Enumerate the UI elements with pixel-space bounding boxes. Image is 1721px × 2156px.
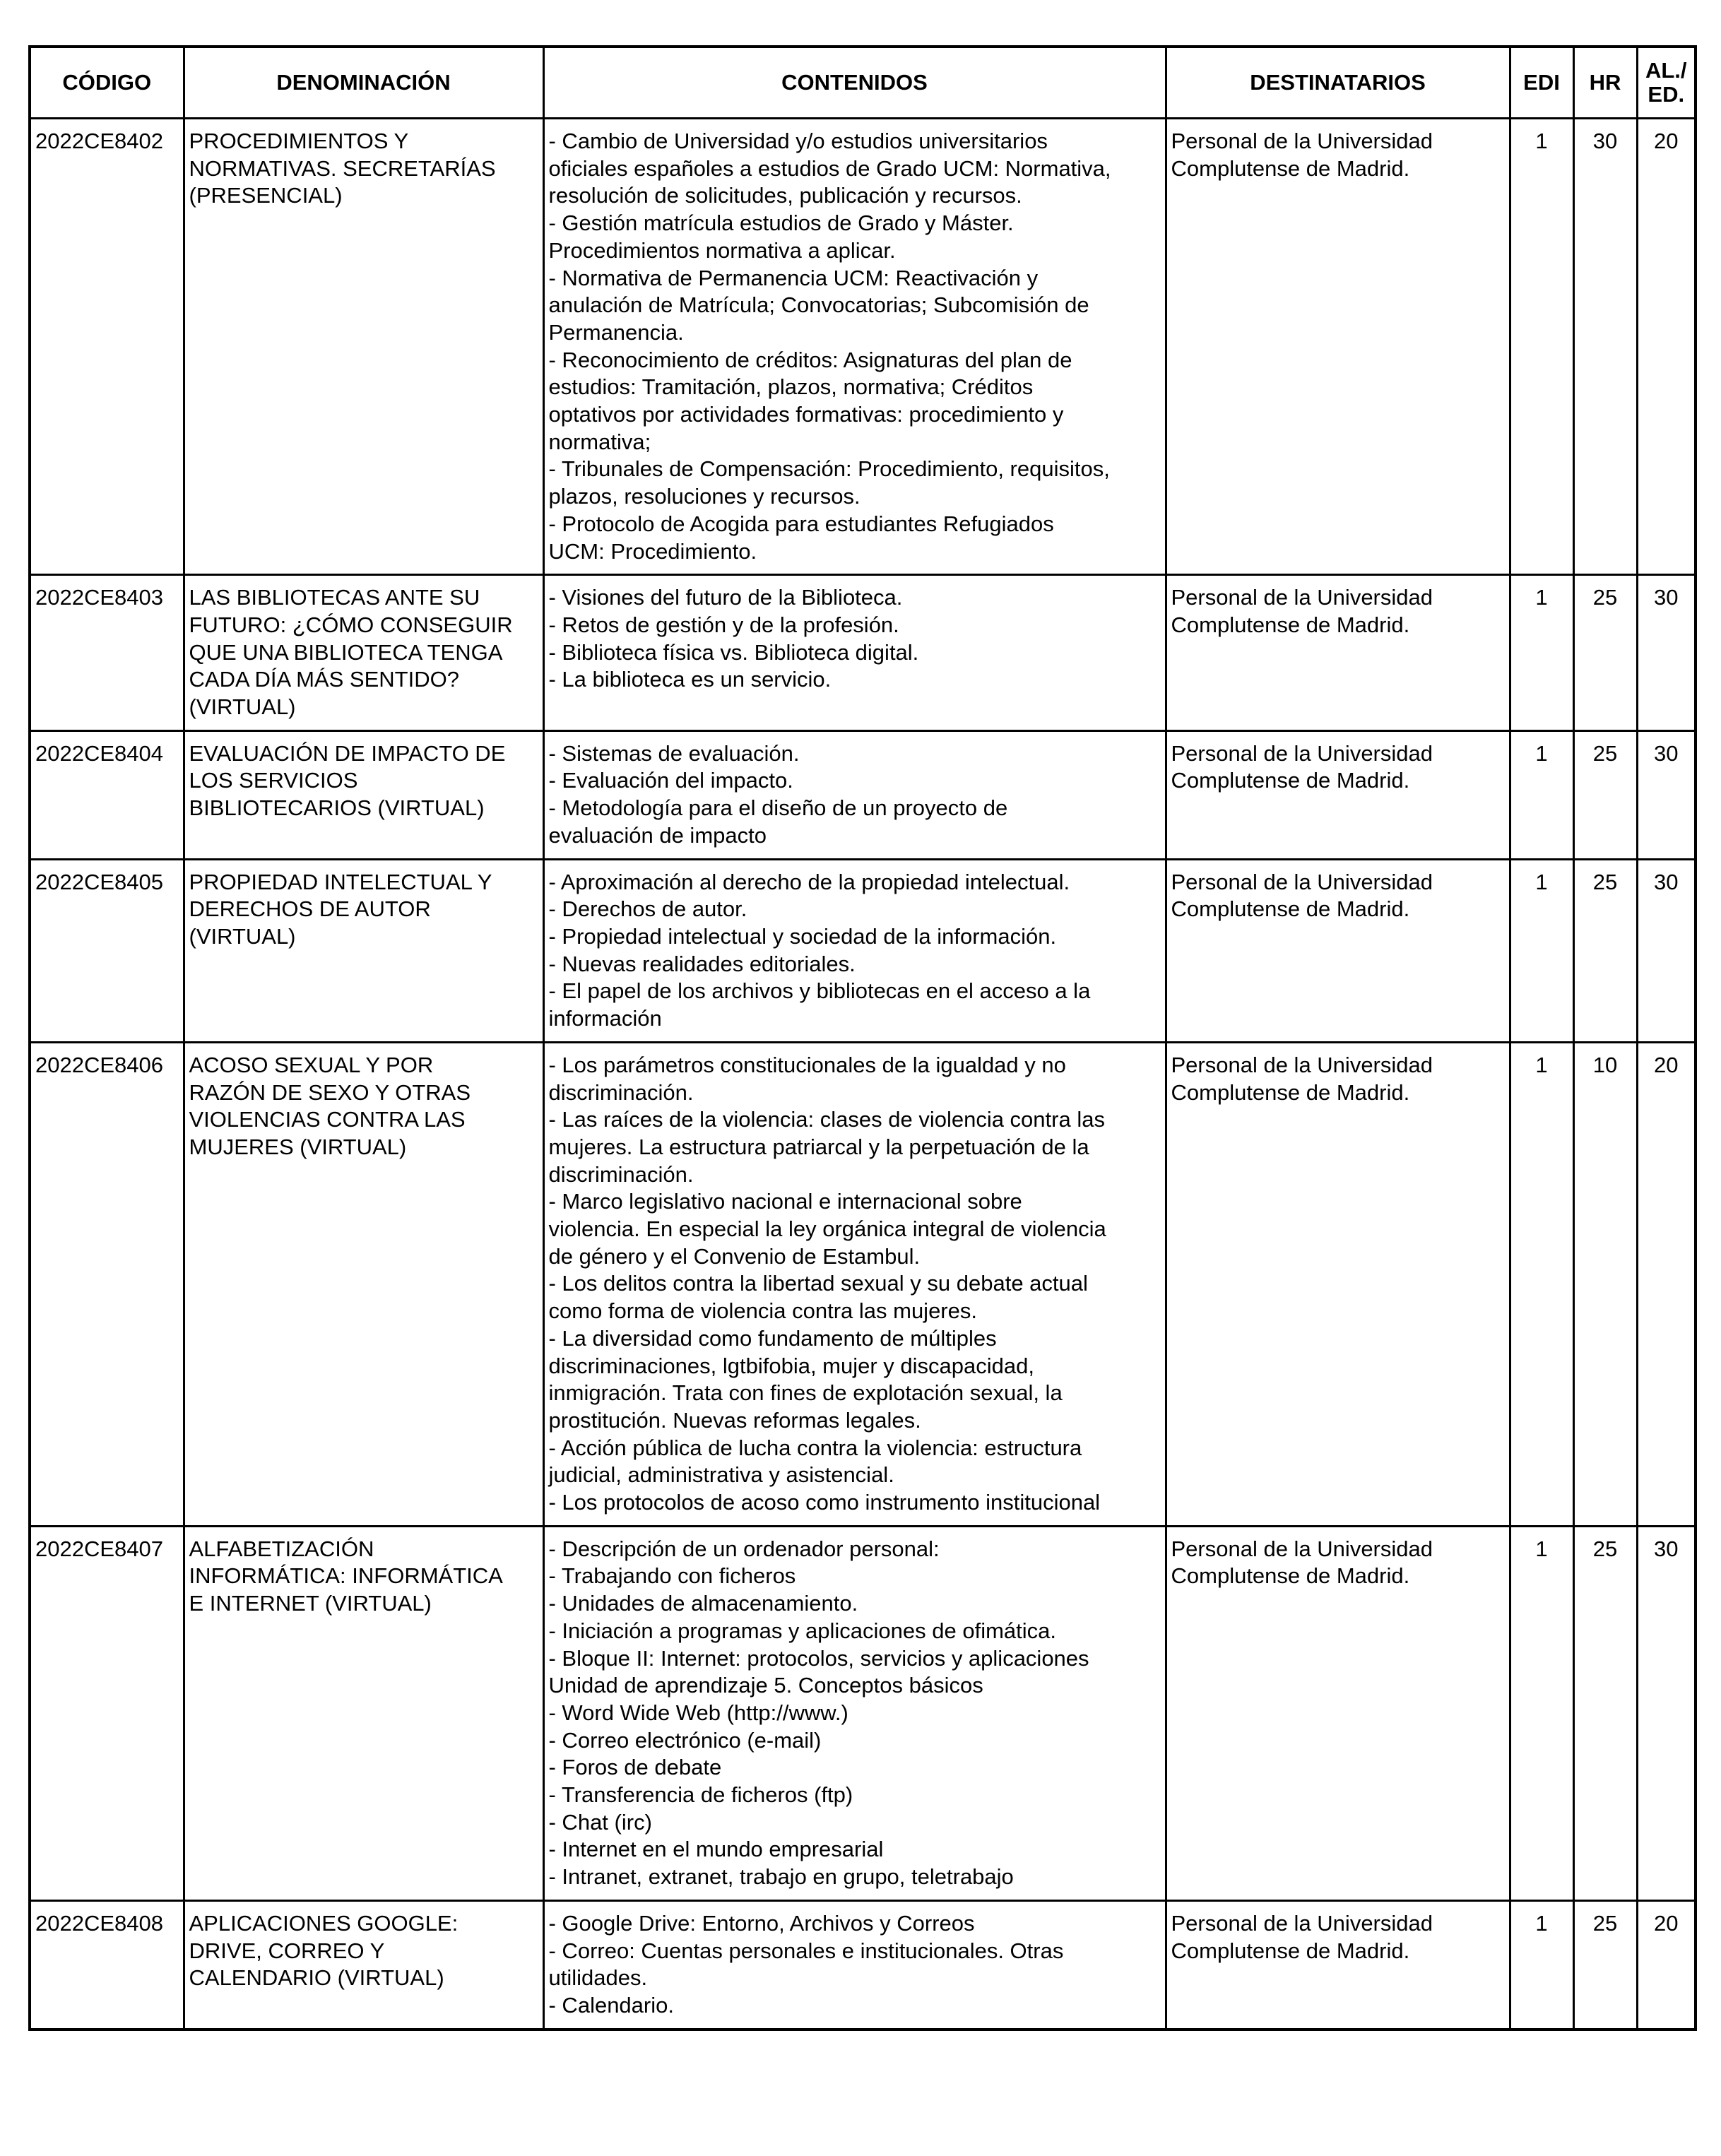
cell-al-ed [1637, 1526, 1696, 1900]
contenidos-line: - Chat (irc) [548, 1809, 652, 1835]
contenidos-line: - Retos de gestión y de la profesión. [548, 612, 899, 637]
codigo-text: 2022CE8403 [35, 585, 163, 610]
cell-hr [1573, 1900, 1637, 2029]
cell-codigo [30, 1042, 184, 1526]
contenidos-line: discriminación. [548, 1079, 694, 1105]
destinatarios-line: Complutense de Madrid. [1171, 155, 1410, 181]
denominacion-line: CALENDARIO (VIRTUAL) [189, 1965, 444, 1991]
cell-al-ed [1637, 859, 1696, 1042]
contenidos-line: estudios: Tramitación, plazos, normativa; Créditos [548, 374, 1034, 400]
denominacion-line: DRIVE, CORREO Y [189, 1938, 385, 1963]
cell-denominacion [184, 1526, 543, 1900]
contenidos-line: - Nuevas realidades editoriales. [548, 951, 856, 976]
destinatarios-line: Personal de la Universidad [1171, 1052, 1433, 1077]
cell-destinatarios [1166, 119, 1510, 575]
cell-al-ed [1637, 119, 1696, 575]
contenidos-line: - Cambio de Universidad y/o estudios universitarios [548, 129, 1048, 153]
contenidos-line: - Google Drive: Entorno, Archivos y Correos [548, 1910, 975, 1936]
contenidos-line: - Las raíces de la violencia: clases de violencia contra las [548, 1107, 1105, 1132]
contenidos-line: - Normativa de Permanencia UCM: Reactivación y [548, 265, 1039, 290]
cell-denominacion [184, 730, 543, 859]
contenidos-line: prostitución. Nuevas reformas legales. [548, 1407, 921, 1433]
destinatarios-line: Complutense de Madrid. [1171, 612, 1410, 637]
contenidos-line: - Visiones del futuro de la Biblioteca. [548, 585, 903, 610]
contenidos-line: Unidad de aprendizaje 5. Conceptos básicos [548, 1673, 983, 1698]
destinatarios-line: Complutense de Madrid. [1171, 896, 1410, 922]
codigo-text: 2022CE8405 [35, 869, 163, 894]
contenidos-line: utilidades. [548, 1965, 648, 1991]
al-ed-value: 20 [1654, 129, 1679, 153]
cell-denominacion [184, 119, 543, 575]
destinatarios-line: Personal de la Universidad [1171, 740, 1433, 766]
contenidos-line: - Foros de debate [548, 1755, 722, 1780]
contenidos-line: Procedimientos normativa a aplicar. [548, 237, 896, 263]
header-contenidos: CONTENIDOS [543, 47, 1166, 119]
contenidos-line: - El papel de los archivos y bibliotecas en el acceso a la [548, 978, 1091, 1004]
contenidos-line: - Derechos de autor. [548, 896, 747, 922]
codigo-text: 2022CE8408 [35, 1910, 163, 1936]
cell-codigo [30, 1526, 184, 1900]
cell-edi [1510, 1526, 1573, 1900]
table-row [30, 1526, 1696, 1900]
cell-hr [1573, 119, 1637, 575]
al-ed-value: 30 [1654, 869, 1679, 894]
contenidos-line: discriminaciones, lgtbifobia, mujer y discapacidad, [548, 1353, 1034, 1378]
contenidos-line: - Los protocolos de acoso como instrumento institucional [548, 1490, 1101, 1515]
contenidos-line: - Acción pública de lucha contra la violencia: estructura [548, 1435, 1082, 1460]
denominacion-line: PROPIEDAD INTELECTUAL Y [189, 869, 492, 894]
denominacion-line: E INTERNET (VIRTUAL) [189, 1591, 432, 1616]
al-ed-value: 30 [1654, 1536, 1679, 1561]
destinatarios-line: Personal de la Universidad [1171, 1910, 1433, 1936]
cell-codigo [30, 1900, 184, 2029]
header-row [30, 47, 1696, 119]
edi-value: 1 [1535, 1910, 1548, 1936]
contenidos-line: evaluación de impacto [548, 822, 767, 848]
hr-value: 25 [1592, 740, 1618, 766]
table-body [30, 119, 1696, 2030]
al-ed-value: 30 [1654, 585, 1679, 610]
denominacion-line: (PRESENCIAL) [189, 183, 343, 208]
cell-edi [1510, 1900, 1573, 2029]
table-row [30, 575, 1696, 731]
cell-edi [1510, 730, 1573, 859]
cell-destinatarios [1166, 730, 1510, 859]
denominacion-line: LAS BIBLIOTECAS ANTE SU [189, 585, 480, 610]
destinatarios-line: Personal de la Universidad [1171, 585, 1433, 610]
contenidos-line: anulación de Matrícula; Convocatorias; Subcomisión de [548, 292, 1089, 318]
header-al-ed-line-1: AL./ [1645, 58, 1687, 83]
contenidos-line: judicial, administrativa y asistencial. [548, 1462, 894, 1488]
contenidos-line: violencia. En especial la ley orgánica integral de violencia [548, 1216, 1106, 1242]
edi-value: 1 [1535, 1052, 1548, 1077]
contenidos-line: oficiales españoles a estudios de Grado UCM: Normativa, [548, 155, 1111, 181]
denominacion-line: (VIRTUAL) [189, 923, 296, 949]
hr-value: 25 [1592, 1536, 1618, 1561]
denominacion-line: QUE UNA BIBLIOTECA TENGA [189, 639, 503, 665]
table-row [30, 730, 1696, 859]
contenidos-line: - Word Wide Web (http://www.) [548, 1700, 848, 1725]
cell-al-ed [1637, 730, 1696, 859]
hr-value: 25 [1592, 585, 1618, 610]
cell-codigo [30, 730, 184, 859]
contenidos-line: - Reconocimiento de créditos: Asignaturas del plan de [548, 347, 1072, 372]
cell-al-ed [1637, 1042, 1696, 1526]
cell-al-ed [1637, 575, 1696, 731]
contenidos-line: - Iniciación a programas y aplicaciones de ofimática. [548, 1618, 1057, 1643]
al-ed-value: 20 [1654, 1910, 1679, 1936]
cell-destinatarios [1166, 1900, 1510, 2029]
destinatarios-line: Personal de la Universidad [1171, 129, 1433, 153]
destinatarios-line: Personal de la Universidad [1171, 869, 1433, 894]
cell-edi [1510, 859, 1573, 1042]
denominacion-line: CADA DÍA MÁS SENTIDO? [189, 667, 459, 692]
denominacion-line: (VIRTUAL) [189, 694, 296, 720]
contenidos-line: información [548, 1006, 662, 1031]
denominacion-line: BIBLIOTECARIOS (VIRTUAL) [189, 795, 485, 821]
edi-value: 1 [1535, 869, 1548, 894]
contenidos-line: - Calendario. [548, 1993, 674, 2018]
destinatarios-line: Complutense de Madrid. [1171, 1563, 1410, 1589]
denominacion-line: MUJERES (VIRTUAL) [189, 1134, 407, 1159]
cell-hr [1573, 1042, 1637, 1526]
contenidos-line: - Unidades de almacenamiento. [548, 1591, 858, 1616]
contenidos-line: - Los parámetros constitucionales de la igualdad y no [548, 1052, 1066, 1077]
contenidos-line: optativos por actividades formativas: procedimiento y [548, 402, 1064, 427]
hr-value: 10 [1592, 1052, 1618, 1077]
edi-value: 1 [1535, 585, 1548, 610]
contenidos-line: - Propiedad intelectual y sociedad de la información. [548, 923, 1057, 949]
contenidos-line: - Tribunales de Compensación: Procedimiento, requisitos, [548, 456, 1110, 482]
table-row [30, 859, 1696, 1042]
contenidos-line: como forma de violencia contra las mujeres. [548, 1298, 977, 1324]
contenidos-line: - La biblioteca es un servicio. [548, 667, 832, 692]
header-hr: HR [1573, 47, 1637, 119]
denominacion-line: DERECHOS DE AUTOR [189, 896, 431, 922]
destinatarios-line: Complutense de Madrid. [1171, 768, 1410, 793]
header-destinatarios: DESTINATARIOS [1166, 47, 1510, 119]
table-row [30, 1042, 1696, 1526]
hr-value: 25 [1592, 869, 1618, 894]
cell-contenidos [543, 575, 1166, 731]
denominacion-line: EVALUACIÓN DE IMPACTO DE [189, 740, 506, 766]
cell-contenidos [543, 1042, 1166, 1526]
contenidos-line: - Metodología para el diseño de un proyecto de [548, 795, 1008, 821]
contenidos-line: - Correo electrónico (e-mail) [548, 1727, 822, 1753]
cell-codigo [30, 575, 184, 731]
contenidos-line: mujeres. La estructura patriarcal y la perpetuación de la [548, 1134, 1089, 1159]
destinatarios-line: Complutense de Madrid. [1171, 1938, 1410, 1963]
cell-destinatarios [1166, 1042, 1510, 1526]
codigo-text: 2022CE8404 [35, 740, 163, 766]
denominacion-line: PROCEDIMIENTOS Y [189, 129, 409, 153]
cell-codigo [30, 859, 184, 1042]
contenidos-line: - Trabajando con ficheros [548, 1563, 796, 1589]
contenidos-line: Permanencia. [548, 319, 684, 345]
denominacion-line: NORMATIVAS. SECRETARÍAS [189, 155, 496, 181]
cell-contenidos [543, 859, 1166, 1042]
denominacion-line: INFORMÁTICA: INFORMÁTICA [189, 1563, 503, 1589]
header-edi: EDI [1510, 47, 1573, 119]
table-row [30, 1900, 1696, 2029]
cell-destinatarios [1166, 859, 1510, 1042]
contenidos-line: - Sistemas de evaluación. [548, 740, 800, 766]
contenidos-line: - Los delitos contra la libertad sexual y su debate actual [548, 1271, 1088, 1296]
contenidos-line: - La diversidad como fundamento de múltiples [548, 1325, 997, 1351]
cell-codigo [30, 119, 184, 575]
contenidos-line: - Bloque II: Internet: protocolos, servicios y aplicaciones [548, 1645, 1089, 1671]
hr-value: 30 [1592, 129, 1618, 153]
destinatarios-line: Personal de la Universidad [1171, 1536, 1433, 1561]
contenidos-line: - Transferencia de ficheros (ftp) [548, 1782, 853, 1808]
contenidos-line: - Marco legislativo nacional e internacional sobre [548, 1189, 1022, 1214]
header-denominacion: DENOMINACIÓN [184, 47, 543, 119]
cell-edi [1510, 1042, 1573, 1526]
cell-destinatarios [1166, 1526, 1510, 1900]
cell-contenidos [543, 119, 1166, 575]
denominacion-line: VIOLENCIAS CONTRA LAS [189, 1107, 466, 1132]
codigo-text: 2022CE8402 [35, 129, 163, 153]
cell-denominacion [184, 1900, 543, 2029]
contenidos-line: - Aproximación al derecho de la propiedad intelectual. [548, 869, 1070, 894]
courses-table [28, 45, 1697, 2031]
cell-edi [1510, 119, 1573, 575]
cell-contenidos [543, 730, 1166, 859]
table-row [30, 119, 1696, 575]
destinatarios-line: Complutense de Madrid. [1171, 1079, 1410, 1105]
cell-denominacion [184, 1042, 543, 1526]
al-ed-value: 20 [1654, 1052, 1679, 1077]
header-al-ed [1637, 47, 1696, 119]
contenidos-line: - Correo: Cuentas personales e institucionales. Otras [548, 1938, 1064, 1963]
cell-hr [1573, 730, 1637, 859]
al-ed-value: 30 [1654, 740, 1679, 766]
contenidos-line: - Biblioteca física vs. Biblioteca digital. [548, 639, 919, 665]
cell-hr [1573, 1526, 1637, 1900]
contenidos-line: de género y el Convenio de Estambul. [548, 1243, 921, 1269]
denominacion-line: APLICACIONES GOOGLE: [189, 1910, 459, 1936]
contenidos-line: - Protocolo de Acogida para estudiantes Refugiados [548, 511, 1054, 536]
contenidos-line: resolución de solicitudes, publicación y recursos. [548, 183, 1022, 208]
contenidos-line: discriminación. [548, 1161, 694, 1187]
edi-value: 1 [1535, 740, 1548, 766]
header-codigo: CÓDIGO [30, 47, 184, 119]
cell-contenidos [543, 1526, 1166, 1900]
denominacion-line: FUTURO: ¿CÓMO CONSEGUIR [189, 612, 513, 637]
contenidos-line: - Descripción de un ordenador personal: [548, 1536, 940, 1561]
codigo-text: 2022CE8407 [35, 1536, 163, 1561]
contenidos-line: - Gestión matrícula estudios de Grado y Máster. [548, 211, 1014, 236]
header-al-ed-line-2: ED. [1648, 82, 1685, 107]
contenidos-line: inmigración. Trata con fines de explotación sexual, la [548, 1380, 1063, 1406]
cell-hr [1573, 859, 1637, 1042]
contenidos-line: normativa; [548, 429, 651, 454]
contenidos-line: - Evaluación del impacto. [548, 768, 793, 793]
denominacion-line: ACOSO SEXUAL Y POR [189, 1052, 434, 1077]
cell-destinatarios [1166, 575, 1510, 731]
cell-edi [1510, 575, 1573, 731]
edi-value: 1 [1535, 1536, 1548, 1561]
contenidos-line: - Internet en el mundo empresarial [548, 1837, 884, 1862]
cell-denominacion [184, 859, 543, 1042]
hr-value: 25 [1592, 1910, 1618, 1936]
denominacion-line: LOS SERVICIOS [189, 768, 358, 793]
cell-al-ed [1637, 1900, 1696, 2029]
codigo-text: 2022CE8406 [35, 1052, 163, 1077]
contenidos-line: UCM: Procedimiento. [548, 538, 757, 564]
denominacion-line: ALFABETIZACIÓN [189, 1536, 374, 1561]
contenidos-line: plazos, resoluciones y recursos. [548, 484, 860, 509]
denominacion-line: RAZÓN DE SEXO Y OTRAS [189, 1079, 471, 1105]
cell-hr [1573, 575, 1637, 731]
cell-contenidos [543, 1900, 1166, 2029]
cell-denominacion [184, 575, 543, 731]
edi-value: 1 [1535, 129, 1548, 153]
contenidos-line: - Intranet, extranet, trabajo en grupo, teletrabajo [548, 1864, 1014, 1890]
